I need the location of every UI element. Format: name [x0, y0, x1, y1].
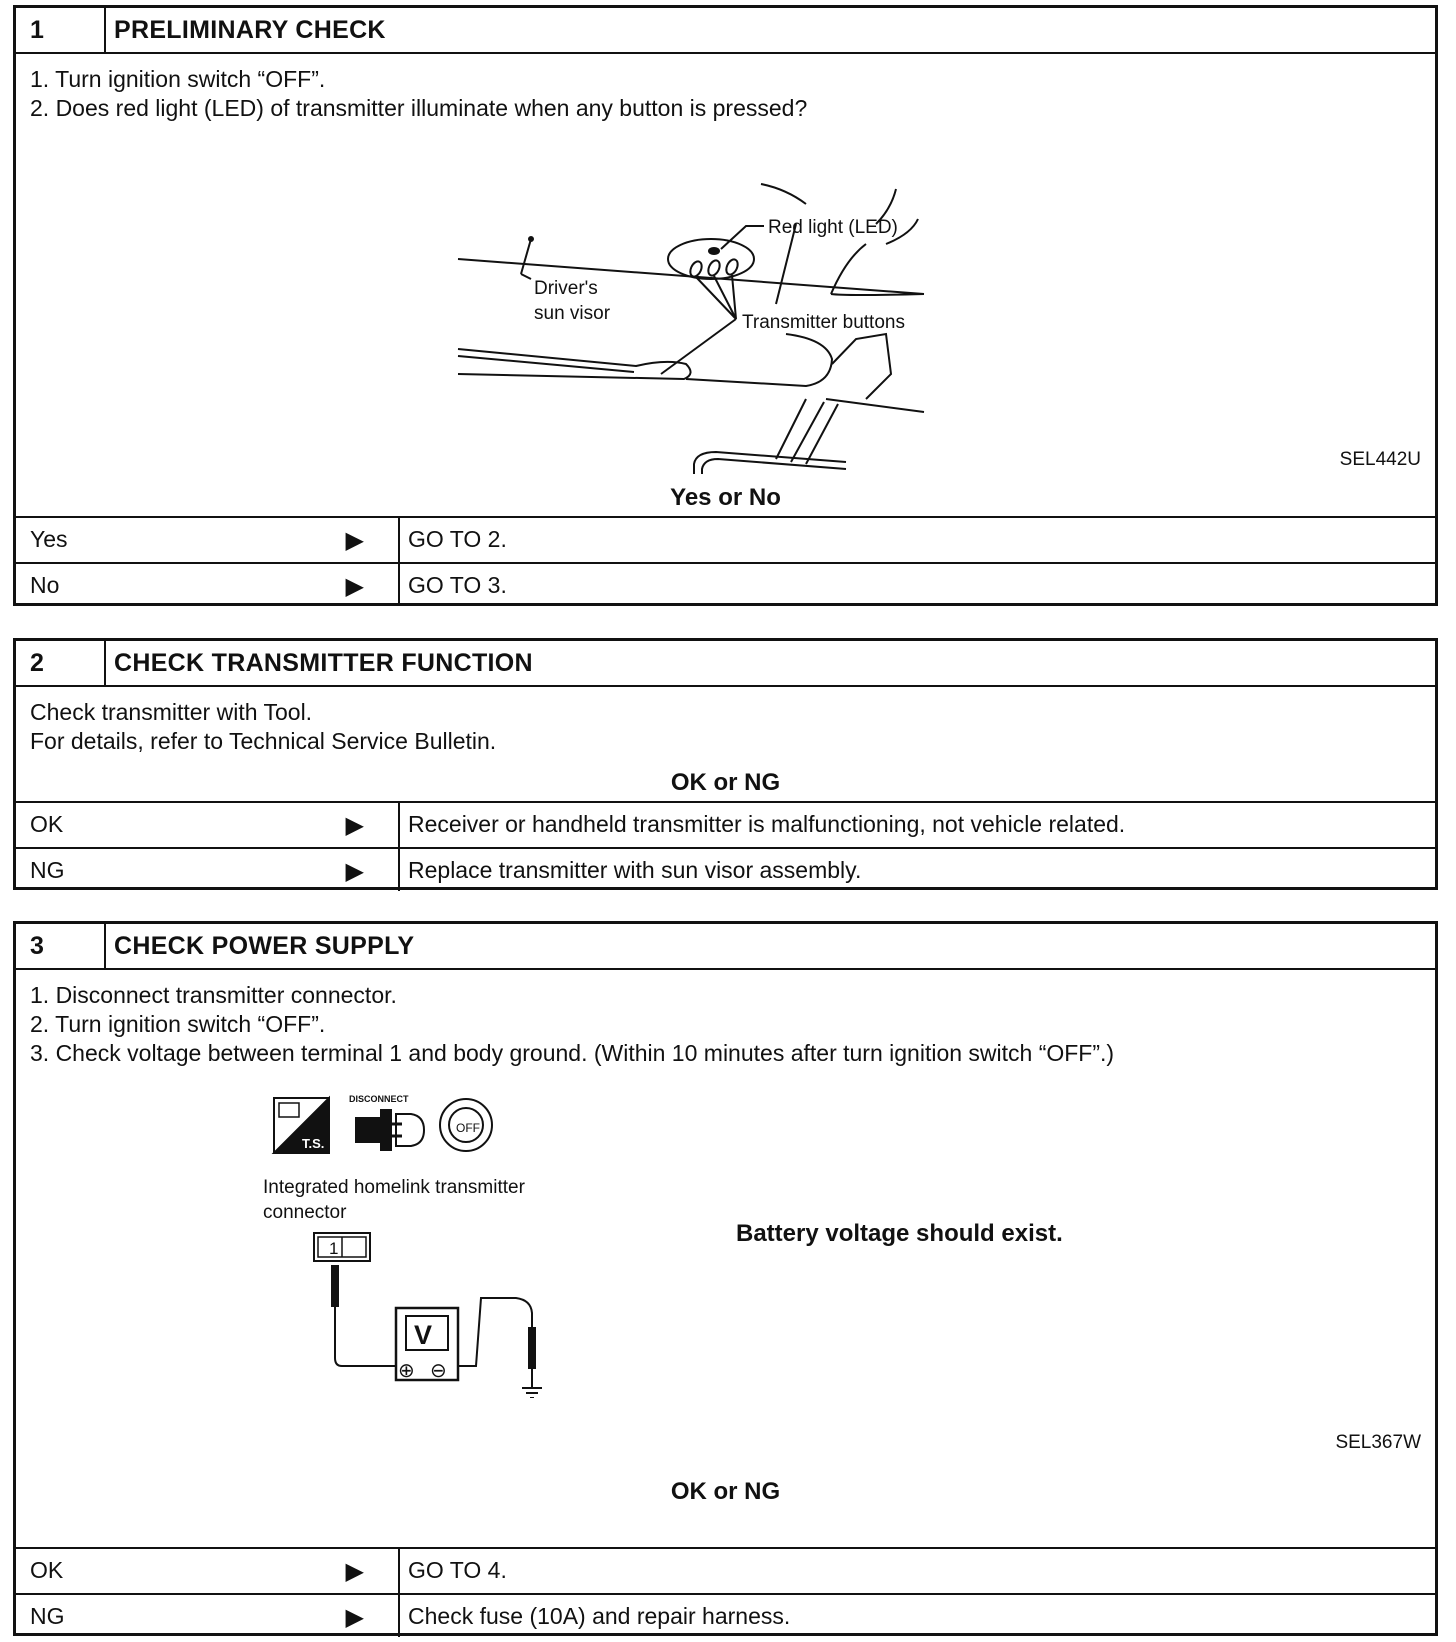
connector-icon: [314, 1233, 370, 1261]
voltmeter-icon: V: [414, 1320, 433, 1350]
off-label: OFF: [456, 1121, 480, 1135]
step-title: PRELIMINARY CHECK: [114, 16, 386, 44]
step-body: [16, 687, 1435, 803]
arrow-icon: ▶: [345, 858, 364, 885]
connector-label-line1: Integrated homelink transmitter: [263, 1177, 525, 1198]
step-body: [16, 970, 1435, 1549]
step-header: [16, 641, 1435, 687]
result-action: GO TO 4.: [408, 1557, 507, 1583]
instruction-line: 2. Turn ignition switch “OFF”.: [30, 1011, 326, 1037]
step-title: CHECK POWER SUPPLY: [114, 932, 415, 960]
step-body: [16, 54, 1435, 518]
visor-callout-line1: Driver's: [534, 278, 598, 299]
result-row-ng: [16, 1593, 1435, 1637]
terminal-side-icon: [274, 1098, 329, 1153]
result-row-ng: [16, 847, 1435, 891]
ignition-off-icon: [440, 1099, 492, 1151]
result-action: GO TO 2.: [408, 526, 507, 552]
step-title: CHECK TRANSMITTER FUNCTION: [114, 649, 533, 677]
result-label: OK: [30, 1557, 64, 1583]
red-light-callout: Red light (LED): [768, 217, 898, 238]
step-header: [16, 924, 1435, 970]
terminal-number: 1: [329, 1239, 339, 1258]
ts-label: T.S.: [302, 1136, 325, 1151]
figure-code: SEL367W: [1335, 1432, 1421, 1453]
step-number: 1: [16, 8, 106, 52]
result-action: Check fuse (10A) and repair harness.: [408, 1603, 791, 1629]
decision-question: OK or NG: [670, 769, 781, 796]
result-label: NG: [30, 1603, 65, 1629]
result-row-ok: [16, 803, 1435, 847]
decision-question: Yes or No: [670, 484, 781, 511]
step-number: 2: [16, 641, 106, 685]
instruction-line: Check transmitter with Tool.: [30, 699, 313, 725]
result-action: GO TO 3.: [408, 572, 507, 598]
result-row-yes: [16, 518, 1435, 562]
step-header: [16, 8, 1435, 54]
step-number: 3: [16, 924, 106, 968]
disconnect-label: DISCONNECT: [349, 1094, 409, 1104]
result-label: Yes: [30, 526, 68, 552]
instruction-line: For details, refer to Technical Service Bulletin.: [30, 728, 497, 754]
visor-callout-line2: sun visor: [534, 303, 611, 324]
result-row-no: [16, 562, 1435, 606]
arrow-icon: ▶: [345, 527, 364, 554]
result-row-ok: [16, 1549, 1435, 1593]
result-label: No: [30, 572, 60, 598]
instruction-line: 2. Does red light (LED) of transmitter illuminate when any button is pressed?: [30, 95, 808, 121]
figure-code: SEL442U: [1339, 449, 1421, 470]
sun-visor-diagram: [446, 134, 966, 474]
instruction-line: 1. Disconnect transmitter connector.: [30, 982, 397, 1008]
plus-terminal: ⊕: [398, 1360, 415, 1382]
result-action: Replace transmitter with sun visor assembly.: [408, 857, 862, 883]
result-label: OK: [30, 811, 64, 837]
arrow-icon: ▶: [345, 812, 364, 839]
arrow-icon: ▶: [345, 1604, 364, 1631]
result-label: NG: [30, 857, 65, 883]
step-3-panel: [13, 921, 1438, 1636]
instruction-line: 1. Turn ignition switch “OFF”.: [30, 66, 326, 92]
decision-question: OK or NG: [670, 1478, 781, 1505]
result-action: Receiver or handheld transmitter is malfunctioning, not vehicle related.: [408, 811, 1126, 837]
arrow-icon: ▶: [345, 573, 364, 600]
step-1-panel: [13, 5, 1438, 606]
minus-terminal: ⊖: [430, 1360, 447, 1382]
instruction-line: 3. Check voltage between terminal 1 and body ground. (Within 10 minutes after turn ignition switch “OFF”.): [30, 1040, 1115, 1066]
disconnect-icon: [349, 1094, 424, 1150]
specification-text: Battery voltage should exist.: [736, 1220, 1063, 1247]
buttons-callout: Transmitter buttons: [742, 312, 905, 333]
arrow-icon: ▶: [345, 1558, 364, 1585]
connector-label-line2: connector: [263, 1202, 347, 1223]
step-2-panel: [13, 638, 1438, 890]
voltage-check-diagram: [246, 1088, 586, 1398]
